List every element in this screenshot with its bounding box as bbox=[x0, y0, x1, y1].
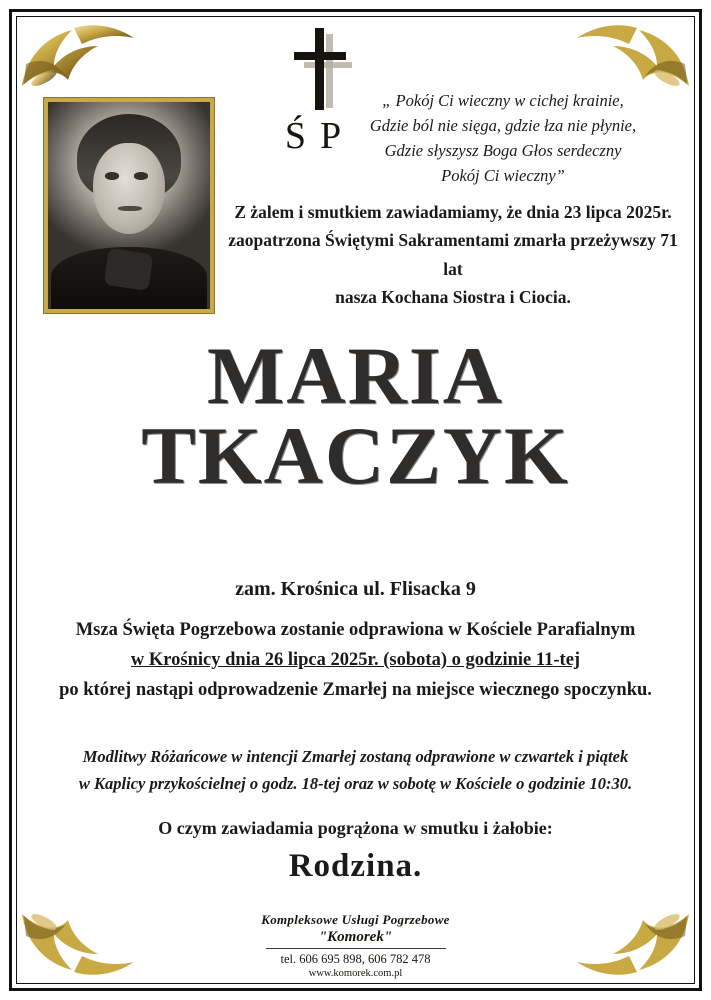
portrait-eye-left bbox=[105, 172, 120, 179]
funeral-home-website[interactable]: www.komorek.com.pl bbox=[308, 968, 403, 979]
intro-line-3: nasza Kochana Siostra i Ciocia. bbox=[335, 287, 571, 308]
cross-horizontal-bar bbox=[294, 52, 346, 60]
deceased-address: zam. Krośnica ul. Flisacka 9 bbox=[235, 578, 476, 600]
poem-line-2: Gdzie ból nie sięga, gdzie łza nie płynie, bbox=[369, 116, 637, 136]
ceremony-line-3: po której nastąpi odprowadzenie Zmarłej na miejsce wiecznego spoczynku. bbox=[59, 679, 652, 700]
notice-content bbox=[28, 26, 683, 979]
portrait-eye-right bbox=[134, 172, 149, 179]
intro-line-1: Z żalem i smutkiem zawiadamiamy, że dnia 23 lipca 2025r. bbox=[234, 202, 672, 222]
poem-line-1: „ Pokój Ci wieczny w cichej krainie, bbox=[382, 91, 624, 110]
deceased-portrait-photo bbox=[48, 102, 210, 309]
deceased-first-name: MARIA bbox=[207, 330, 504, 421]
rosary-line-2: w Kaplicy przykościelnej o godz. 18-tej oraz w sobotę w Kościele o godzinie 10:30. bbox=[78, 773, 633, 793]
rosary-line-1: Modlitwy Różańcowe w intencji Zmarłej zostaną odprawione w czwartek i piątek bbox=[82, 747, 629, 766]
footer-divider bbox=[266, 948, 446, 949]
ceremony-details bbox=[28, 616, 683, 706]
cross-shadow-horizontal bbox=[304, 62, 352, 68]
announcement-intro bbox=[224, 198, 682, 311]
rosary-details bbox=[28, 744, 683, 797]
ceremony-line-1: Msza Święta Pogrzebowa zostanie odprawiona w Kościele Parafialnym bbox=[75, 620, 636, 640]
deceased-name bbox=[28, 330, 683, 502]
sp-abbreviation: ŚP bbox=[284, 115, 356, 157]
funeral-home-services: Kompleksowe Usługi Pogrzebowe bbox=[261, 912, 450, 927]
poem-line-3: Gdzie słyszysz Boga Głos serdeczny bbox=[384, 141, 622, 161]
portrait-face bbox=[93, 143, 164, 234]
intro-line-2: zaopatrzona Świętymi Sakramentami zmarła przeżywszy 71 lat bbox=[228, 230, 678, 279]
portrait-collar bbox=[104, 248, 154, 291]
funeral-home-name: "Komorek" bbox=[318, 929, 393, 945]
cross-vertical-bar bbox=[315, 28, 324, 110]
memorial-poem bbox=[328, 88, 678, 188]
closing-statement: O czym zawiadamia pogrążona w smutku i żałobie: bbox=[158, 818, 553, 838]
funeral-home-phone: tel. 606 695 898, 606 782 478 bbox=[280, 952, 431, 966]
funeral-home-footer bbox=[28, 912, 683, 979]
deceased-portrait-frame bbox=[44, 98, 214, 313]
poem-line-4: Pokój Ci wieczny” bbox=[441, 166, 565, 186]
deceased-last-name: TKACZYK bbox=[141, 410, 570, 502]
portrait-mouth bbox=[118, 206, 142, 211]
ceremony-line-2: w Krośnicy dnia 26 lipca 2025r. (sobota) o godzinie 11-tej bbox=[130, 649, 581, 670]
family-signature: Rodzina. bbox=[288, 848, 423, 884]
